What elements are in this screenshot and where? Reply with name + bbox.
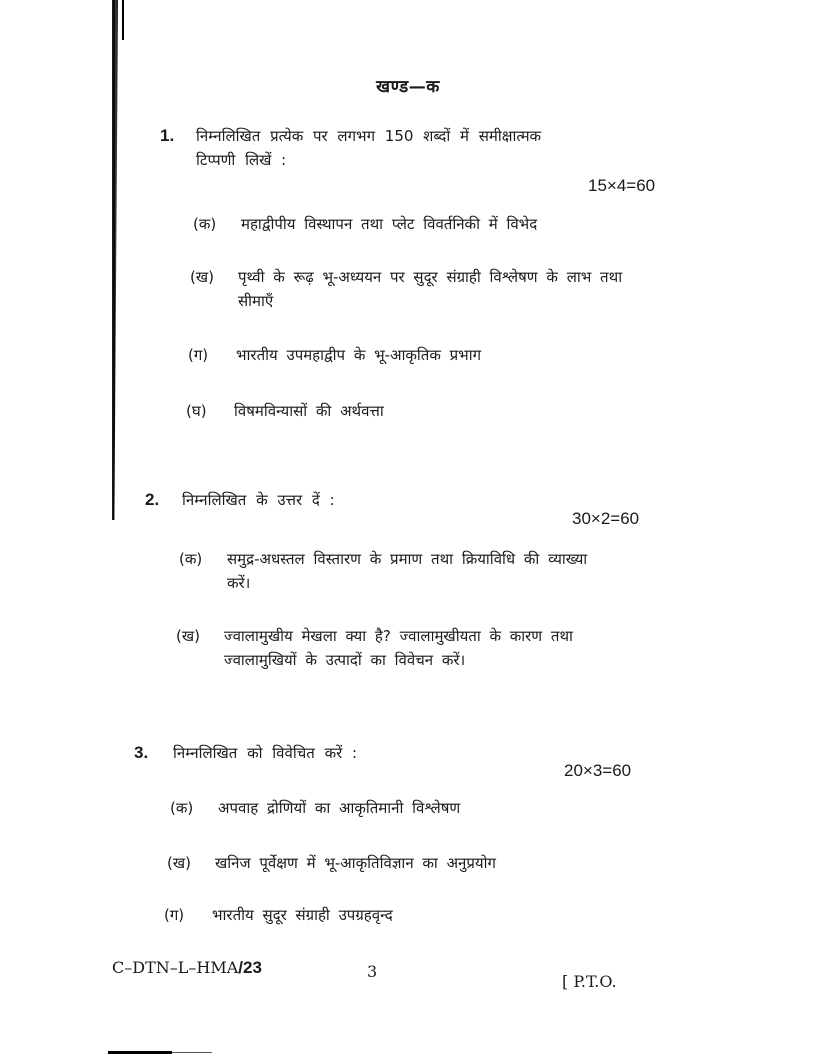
paper-code: [112, 958, 262, 978]
question-marks: 30×2=60: [572, 509, 640, 528]
question-prompt-line: निम्नलिखित को विवेचित करें :: [173, 744, 358, 762]
part-text: भारतीय उपमहाद्वीप के भू-आकृतिक प्रभाग: [236, 346, 482, 364]
question-number: 2.: [145, 490, 160, 509]
part-label: (क): [193, 215, 217, 233]
question-number: 3.: [134, 743, 149, 762]
part-label: (क): [179, 550, 203, 568]
page-number: 3: [367, 962, 378, 981]
question-part: [167, 851, 607, 875]
part-label: (ग): [164, 906, 185, 924]
section-title-text: खण्ड—क: [376, 77, 440, 97]
paper-code-suffix: /23: [238, 958, 262, 977]
question-part: [186, 399, 626, 423]
section-title: [0, 74, 816, 97]
part-text: विषमविन्यासों की अर्थवत्ता: [234, 402, 384, 420]
page-binding-edge-thin: [122, 0, 124, 40]
paper-code-prefix: C–DTN–L–HMA: [112, 958, 239, 977]
question-part: [188, 343, 628, 367]
question-part: [164, 903, 604, 927]
part-text: ज्वालामुखीय मेखला क्या है? ज्वालामुखीयता के कारण तथा ज्वालामुखियों के उत्पादों का विवेचन करें।: [224, 627, 573, 669]
part-text: समुद्र-अधस्तल विस्तारण के प्रमाण तथा क्रियाविधि की व्याख्या करें।: [227, 550, 588, 592]
question-marks: 20×3=60: [564, 761, 632, 780]
question-prompt: [196, 124, 646, 172]
question-part: [170, 796, 610, 820]
question-part: [190, 265, 630, 313]
part-label: (ख): [167, 854, 191, 872]
part-label: (ख): [190, 268, 214, 286]
question-prompt: [182, 488, 562, 512]
part-label: (घ): [186, 402, 207, 420]
part-label: (ग): [188, 346, 209, 364]
part-text: खनिज पूर्वेक्षण में भू-आकृतिविज्ञान का अनुप्रयोग: [215, 854, 496, 872]
question-part: [193, 212, 633, 236]
bottom-edge-mark-thin: [172, 1052, 212, 1053]
question-prompt-line: निम्नलिखित के उत्तर दें :: [182, 491, 335, 509]
part-label: (क): [170, 799, 194, 817]
part-label: (ख): [176, 627, 200, 645]
please-turn-over: [ P.T.O.: [562, 972, 617, 991]
question-prompt: [173, 741, 553, 765]
part-text: भारतीय सुदूर संग्राही उपग्रहवृन्द: [212, 906, 393, 924]
question-part: [176, 624, 616, 672]
bottom-edge-mark: [108, 1051, 172, 1054]
question-number: 1.: [160, 126, 175, 145]
question-prompt-line: टिप्पणी लिखें :: [196, 151, 287, 169]
question-marks: 15×4=60: [588, 176, 656, 195]
part-text: महाद्वीपीय विस्थापन तथा प्लेट विवर्तनिकी में विभेद: [241, 215, 538, 233]
question-part: [179, 547, 619, 595]
part-text: पृथ्वी के रूढ़ भू-अध्ययन पर सुदूर संग्राही विश्लेषण के लाभ तथा सीमाएँ: [238, 268, 623, 310]
question-prompt-line: निम्नलिखित प्रत्येक पर लगभग 150 शब्दों में समीक्षात्मक: [196, 127, 542, 145]
part-text: अपवाह द्रोणियों का आकृतिमानी विश्लेषण: [218, 799, 461, 817]
